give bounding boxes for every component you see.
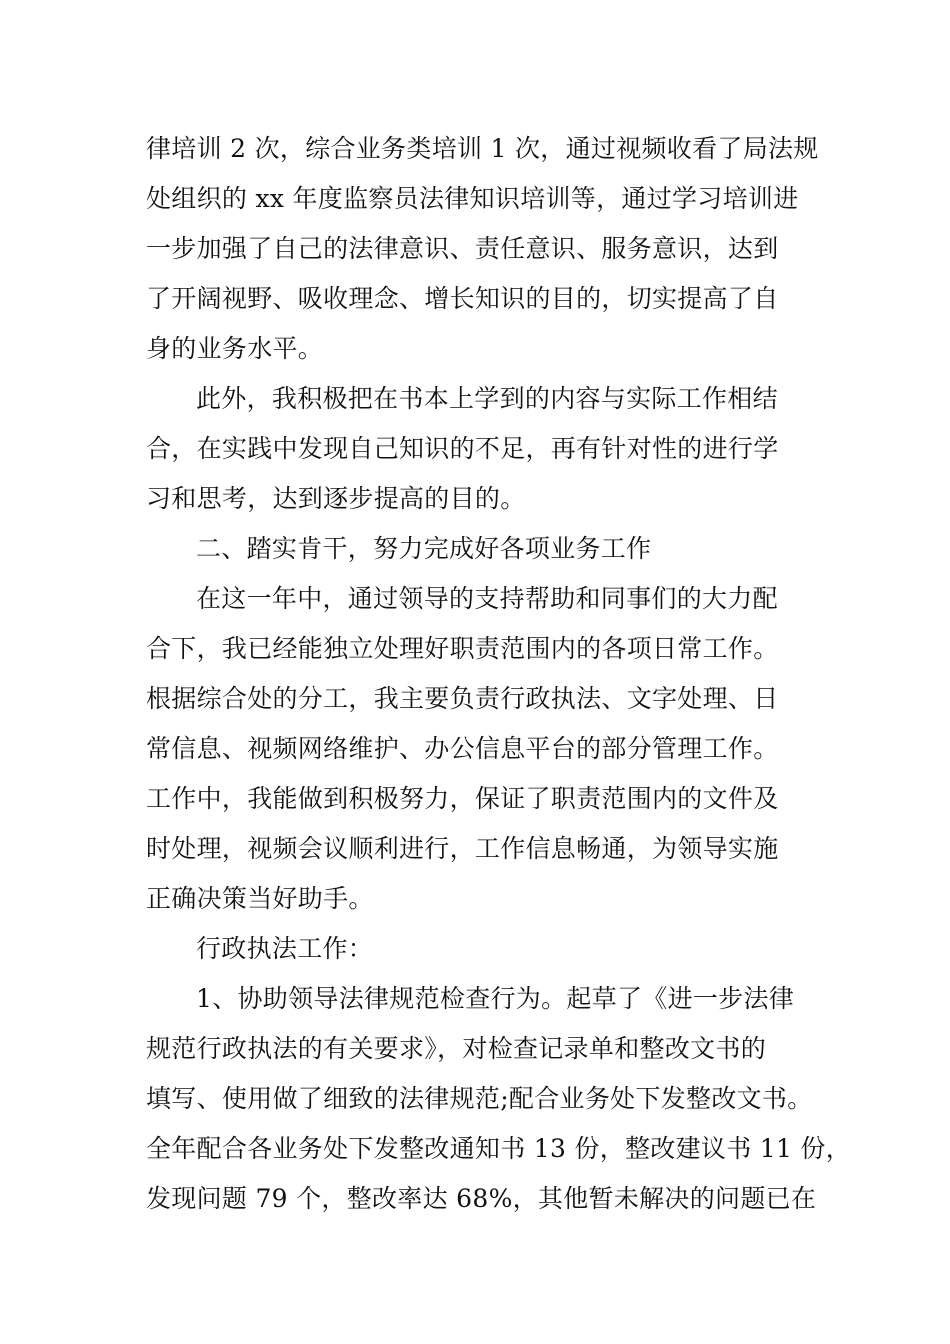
text-line: 在这一年中，通过领导的支持帮助和同事们的大力配 xyxy=(196,584,778,613)
text-line: 了开阔视野、吸收理念、增长知识的目的，切实提高了自 xyxy=(146,284,779,313)
text-line: 填写、使用做了细致的法律规范;配合业务处下发整改文书。 xyxy=(146,1084,813,1113)
text-line: 此外，我积极把在书本上学到的内容与实际工作相结 xyxy=(196,384,778,413)
text-line: 合，在实践中发现自己知识的不足，再有针对性的进行学 xyxy=(146,434,779,463)
text-line: 工作中，我能做到积极努力，保证了职责范围内的文件及 xyxy=(146,784,779,813)
text-line: 习和思考，达到逐步提高的目的。 xyxy=(146,484,526,513)
text-line: 全年配合各业务处下发整改通知书 13 份，整改建议书 11 份， xyxy=(146,1134,852,1163)
text-line: 身的业务水平。 xyxy=(146,334,324,363)
text-line: 正确决策当好助手。 xyxy=(146,884,374,913)
text-line: 合下，我已经能独立处理好职责范围内的各项日常工作。 xyxy=(146,634,779,663)
text-line: 常信息、视频网络维护、办公信息平台的部分管理工作。 xyxy=(146,734,779,763)
text-line: 规范行政执法的有关要求》，对检查记录单和整改文书的 xyxy=(146,1034,767,1063)
text-line: 律培训 2 次，综合业务类培训 1 次，通过视频收看了局法规 xyxy=(146,134,819,163)
text-line: 时处理，视频会议顺利进行，工作信息畅通，为领导实施 xyxy=(146,834,779,863)
text-line: 发现问题 79 个，整改率达 68%，其他暂未解决的问题已在 xyxy=(146,1184,817,1213)
text-line: 根据综合处的分工，我主要负责行政执法、文字处理、日 xyxy=(146,684,779,713)
text-line: 1、协助领导法律规范检查行为。起草了《进一步法律 xyxy=(196,984,795,1013)
subsection-heading: 行政执法工作： xyxy=(196,934,374,963)
text-line: 处组织的 xx 年度监察员法律知识培训等，通过学习培训进 xyxy=(146,184,799,213)
section-heading: 二、踏实肯干，努力完成好各项业务工作 xyxy=(196,534,652,563)
text-line: 一步加强了自己的法律意识、责任意识、服务意识，达到 xyxy=(146,234,779,263)
